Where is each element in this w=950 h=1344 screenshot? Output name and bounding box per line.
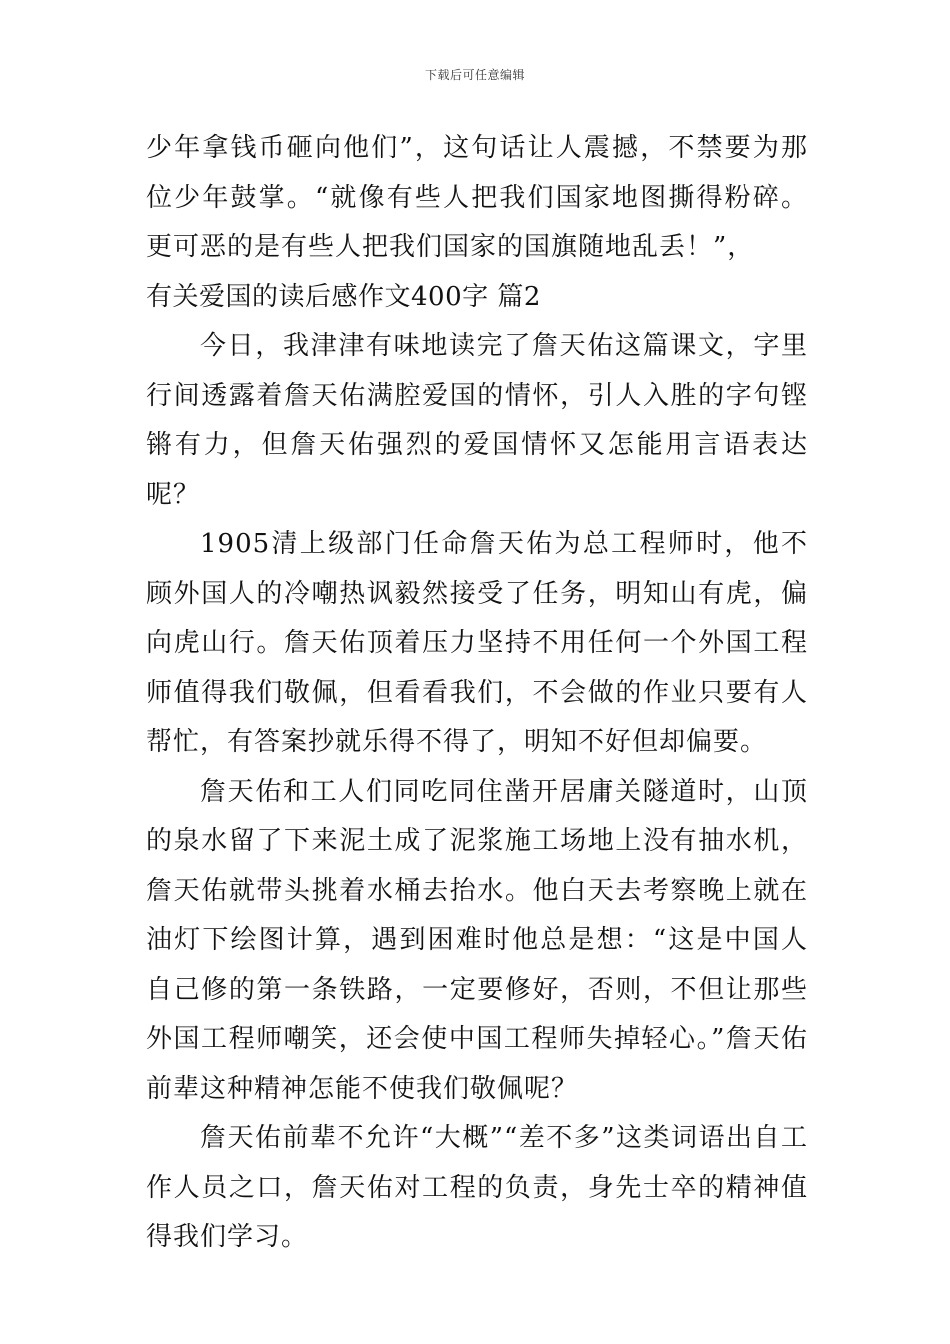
paragraph-3: 1905清上级部门任命詹天佑为总工程师时，他不顾外国人的冷嘲热讽毅然接受了任务，明知山有虎，偏向虎山行。詹天佑顶着压力坚持不用任何一个外国工程师值得我们敬佩，但看看我们，不会做的作业只要有人帮忙，有答案抄就乐得不得了，明知不好但却偏要。: [146, 529, 808, 757]
paragraph-2: 今日，我津津有味地读完了詹天佑这篇课文，字里行间透露着詹天佑满腔爱国的情怀，引人入胜的字句铿锵有力，但詹天佑强烈的爱国情怀又怎能用言语表达呢？: [146, 331, 808, 510]
header-note: 下载后可任意编辑: [424, 68, 525, 82]
section-heading: 有关爱国的读后感作文400字 篇2: [146, 281, 541, 312]
paragraph-5: 詹天佑前辈不允许“大概”“差不多”这类词语出自工作人员之口，詹天佑对工程的负责，身先士卒的精神值得我们学习。: [146, 1123, 808, 1252]
document-body: [146, 124, 808, 1263]
paragraph-4: 詹天佑和工人们同吃同住凿开居庸关隧道时，山顶的泉水留了下来泥土成了泥浆施工场地上没有抽水机，詹天佑就带头挑着水桶去抬水。他白天去考察晚上就在油灯下绘图计算，遇到困难时他总是想：“这是中国人自己修的第一条铁路，一定要修好，否则，不但让那些外国工程师嘲笑，还会使中国工程师失掉轻心。”詹天佑前辈这种精神怎能不使我们敬佩呢？: [146, 776, 808, 1104]
paragraph-1: 少年拿钱币砸向他们”，这句话让人震撼，不禁要为那位少年鼓掌。“就像有些人把我们国家地图撕得粉碎。更可恶的是有些人把我们国家的国旗随地乱丢！”，: [146, 133, 808, 262]
